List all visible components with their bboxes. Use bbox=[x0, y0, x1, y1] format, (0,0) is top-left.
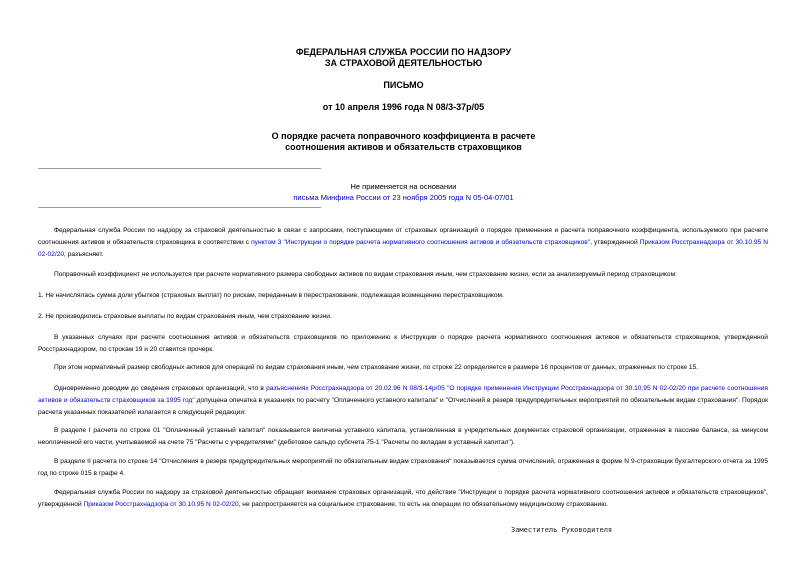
paragraph-text: В указанных случаях при расчете соотношения активов и обязательств страховщиков по приложению к Инструкции о порядке расчета нормативного соотношения активов и обязательств страховщиков, утвержденной Росстрахнадзором, по строкам 19 и 20 ставится прочерк. bbox=[38, 334, 768, 353]
status-note-text: Не применяется на основании bbox=[350, 182, 457, 191]
paragraph-text: Федеральная служба России по надзору за страховой деятельностью в связи с запросами, поступающими от страховых организаций о порядке применения и расчета поправочного коэффициента, используемого при расчете соотношения активов и обязательств страховщика в соответствии с bbox=[38, 227, 768, 246]
paragraph-text: Поправочный коэффициент не используется при расчете нормативного размера свободных активов по видам страхования иным, чем страхование жизни, если за анализируемый период страховщиком: bbox=[54, 271, 677, 278]
paragraph-text: 2. Не производились страховые выплаты по видам страхования иным, чем страхование жизни. bbox=[38, 313, 332, 320]
paragraph-text: Федеральная служба России по надзору за страховой деятельностью обращает внимание страховых организаций, что действие "Инструкции о порядке расчета нормативного соотношения активов и обязательств страховщиков", утвержденной bbox=[38, 489, 768, 508]
agency-name-line1: ФЕДЕРАЛЬНАЯ СЛУЖБА РОССИИ ПО НАДЗОРУ bbox=[295, 47, 512, 57]
paragraph-typo-notice bbox=[38, 383, 768, 419]
signature-title: Заместитель Руководителя bbox=[511, 526, 613, 534]
clarification-link[interactable]: разъяснениях Росстрахнадзора от 20.02.96 N 08/3-14р/05 "О порядке применения Инструкции Росстрахнадзора от 30.10.95 N 02-02/20 при расчете соотношения активов и обязательств страховщиков за 1995 год" bbox=[38, 385, 768, 404]
paragraph-text: В разделе II расчета по строке 14 "Отчисления в резерв предупредительных мероприятий по обязательным видам страхования" показывается сумма отчислений, отраженная в форме N 9-страховщик бухгалтерского отчета за 1995 год по строке 015 в графе 4. bbox=[38, 458, 768, 477]
paragraph-text: При этом нормативный размер свободных активов для операций по видам страхования иным, чем страхование жизни, по строке 22 определяется в размере 16 процентов от данных, отраженных по строке 15. bbox=[54, 364, 699, 371]
document-date-number: от 10 апреля 1996 года N 08/3-37р/05 bbox=[322, 102, 485, 112]
paragraph-coefficient bbox=[38, 269, 768, 281]
paragraph-text: , не распространяется на социальное страхование, то есть на операции по обязательному медицинскому страхованию. bbox=[238, 501, 608, 508]
paragraph-free-assets bbox=[38, 362, 768, 374]
paragraph-text: , разъясняет. bbox=[64, 251, 104, 258]
paragraph-text: 1. Не начислялась сумма доли убытков (страховых выплат) по рискам, переданным в перестрахование, подлежащая возмещению перестраховщиком. bbox=[38, 292, 504, 299]
agency-name-line2: ЗА СТРАХОВОЙ ДЕЯТЕЛЬНОСТЬЮ bbox=[324, 58, 483, 68]
document-type: ПИСЬМО bbox=[383, 80, 424, 90]
paragraph-text: допущена опечатка в указаниях по расчету "Оплаченного уставного капитала" и "Отчислений в резерв предупредительных мероприятий по обязательным видам страхования". Порядок расчета указанных показателей излагается в следующей редакции: bbox=[38, 397, 768, 416]
paragraph-section-2 bbox=[38, 456, 768, 480]
paragraph-text: Одновременно доводим до сведения страховых организаций, что в bbox=[54, 385, 267, 392]
paragraph-closing bbox=[38, 487, 768, 511]
instruction-link[interactable]: пунктом 3 "Инструкции о порядке расчета нормативного соотношения активов и обязательств страховщиков" bbox=[251, 239, 591, 246]
paragraph-section-1 bbox=[38, 425, 768, 449]
paragraph-text: , утвержденной bbox=[590, 239, 640, 246]
order-link[interactable]: Приказом Росстрахнадзора от 30.10.95 N 02-02/20 bbox=[38, 239, 768, 258]
separator-top bbox=[38, 168, 321, 169]
paragraph-cases bbox=[38, 332, 768, 356]
paragraph-intro bbox=[38, 225, 768, 261]
paragraph-item-1 bbox=[38, 290, 768, 302]
document-title-line2: соотношения активов и обязательств страховщиков bbox=[285, 142, 522, 152]
paragraph-item-2 bbox=[38, 311, 768, 323]
order-link[interactable]: Приказом Росстрахнадзора от 30.10.95 N 02-02/20 bbox=[83, 501, 239, 508]
status-note-link[interactable]: письма Минфина России от 23 ноября 2005 года N 05-04-07/01 bbox=[293, 193, 514, 202]
paragraph-text: В разделе I расчета по строке 01 "Оплаченный уставный капитал" показывается величина уставного капитала, установленная в учредительных документах страховой организации, отраженная в пассиве баланса, за минусом неоплаченной его части, учитываемой на счете 75 "Расчеты с учредителями" (дебетовое сальдо субсчета 75-1 "Расчеты по вкладам в уставный капитал"). bbox=[38, 427, 768, 446]
separator-bottom bbox=[38, 207, 321, 208]
document-title-line1: О порядке расчета поправочного коэффициента в расчете bbox=[271, 131, 536, 141]
